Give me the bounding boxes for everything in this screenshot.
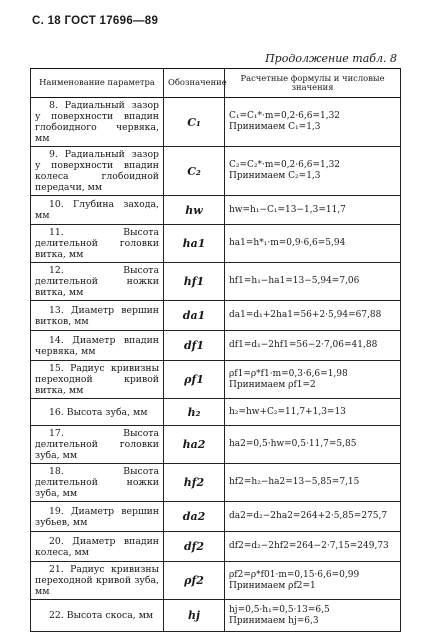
formula-cell: [225, 502, 401, 532]
formula-line: Принимаем ρf2=1: [229, 580, 316, 591]
parameter-symbol: h₂: [164, 399, 225, 426]
table-row: [31, 98, 401, 147]
formula-cell: [225, 225, 401, 263]
parameter-name: 14. Диаметр впадин червяка, мм: [31, 331, 164, 361]
parameter-symbol: df1: [164, 331, 225, 361]
parameter-name: 21. Радиус кривизны переходной кривой зуба, мм: [31, 562, 164, 600]
table-row: [31, 464, 401, 502]
parameter-symbol: hf2: [164, 464, 225, 502]
formula-line: ρf2=ρ*f01·m=0,15·6,6=0,99: [229, 569, 360, 580]
parameter-symbol: hw: [164, 196, 225, 225]
formula-line: hf1=h₁−ha1=13−5,94=7,06: [229, 276, 360, 286]
parameter-name: 18. Высота делительной ножки зуба, мм: [31, 464, 164, 502]
formula-line: df1=d₁−2hf1=56−2·7,06=41,88: [229, 340, 378, 350]
table-row: [31, 532, 401, 562]
parameter-symbol: C₁: [164, 98, 225, 147]
parameters-table: [30, 68, 401, 632]
column-header-parameter: Наименование параметра: [31, 69, 164, 98]
formula-line: Принимаем C₁=1,3: [229, 122, 321, 132]
formula-line: da1=d₁+2ha1=56+2·5,94=67,88: [229, 310, 382, 320]
parameter-symbol: ρf1: [164, 361, 225, 399]
parameter-symbol: C₂: [164, 147, 225, 196]
parameter-symbol: df2: [164, 532, 225, 562]
parameter-name: 9. Радиальный зазор у поверхности впадин колеса глобоидной передачи, мм: [31, 147, 164, 196]
parameter-name: 12. Высота делительной ножки витка, мм: [31, 263, 164, 301]
table-row: [31, 196, 401, 225]
formula-cell: [225, 147, 401, 196]
formula-cell: [225, 464, 401, 502]
formula-line: df2=d₂−2hf2=264−2·7,15=249,73: [229, 541, 389, 551]
parameter-name: 8. Радиальный зазор у поверхности впадин глобоидного червяка, мм: [31, 98, 164, 147]
table-row: [31, 225, 401, 263]
parameter-symbol: ha2: [164, 426, 225, 464]
formula-line: C₁=C₁*·m=0,2·6,6=1,32: [229, 111, 341, 121]
formula-cell: [225, 532, 401, 562]
formula-line: C₂=C₂*·m=0,2·6,6=1,32: [229, 160, 341, 170]
page-title: С. 18 ГОСТ 17696—89: [32, 15, 159, 27]
parameter-symbol: da1: [164, 301, 225, 331]
parameter-name: 15. Радиус кривизны переходной кривой витка, мм: [31, 361, 164, 399]
formula-cell: [225, 399, 401, 426]
column-header-symbol: Обозначение: [164, 69, 225, 98]
parameter-name: 20. Диаметр впадин колеса, мм: [31, 532, 164, 562]
column-header-formula: Расчетные формулы и числовые значения: [225, 69, 401, 98]
formula-line: hj=0,5·h₁=0,5·13=6,5: [229, 604, 330, 615]
formula-cell: [225, 426, 401, 464]
formula-line: h₂=hw+C₂=11,7+1,3=13: [229, 406, 346, 417]
formula-cell: [225, 98, 401, 147]
formula-line: ha2=0,5·hw=0,5·11,7=5,85: [229, 439, 357, 449]
formula-cell: [225, 600, 401, 632]
parameter-name: 16. Высота зуба, мм: [31, 399, 164, 426]
table-row: [31, 399, 401, 426]
formula-cell: [225, 331, 401, 361]
parameter-symbol: hj: [164, 600, 225, 632]
parameter-symbol: hf1: [164, 263, 225, 301]
table-row: [31, 301, 401, 331]
parameter-symbol: ρf2: [164, 562, 225, 600]
table-row: [31, 562, 401, 600]
table-row: [31, 147, 401, 196]
table-row: [31, 426, 401, 464]
formula-line: Принимаем ρf1=2: [229, 379, 316, 390]
parameter-name: 19. Диаметр вершин зубьев, мм: [31, 502, 164, 532]
parameter-name: 13. Диаметр вершин витков, мм: [31, 301, 164, 331]
formula-line: hf2=h₂−ha2=13−5,85=7,15: [229, 477, 360, 487]
formula-line: hw=h₁−C₁=13−1,3=11,7: [229, 204, 346, 215]
table-row: [31, 361, 401, 399]
formula-line: da2=d₂−2ha2=264+2·5,85=275,7: [229, 511, 388, 521]
table-row: [31, 600, 401, 632]
formula-cell: [225, 263, 401, 301]
formula-line: Принимаем C₂=1,3: [229, 171, 321, 181]
parameter-name: 17. Высота делительной головки зуба, мм: [31, 426, 164, 464]
formula-cell: [225, 196, 401, 225]
table-row: [31, 331, 401, 361]
parameter-symbol: ha1: [164, 225, 225, 263]
formula-line: Принимаем hj=6,3: [229, 615, 319, 626]
parameter-name: 22. Высота скоса, мм: [31, 600, 164, 632]
formula-line: ρf1=ρ*f1·m=0,3·6,6=1,98: [229, 368, 348, 379]
table-row: [31, 263, 401, 301]
table-continuation-label: Продолжение табл. 8: [265, 52, 397, 65]
parameter-name: 10. Глубина захода, мм: [31, 196, 164, 225]
formula-cell: [225, 361, 401, 399]
table-header-row: [31, 69, 401, 98]
formula-line: ha1=h*₁·m=0,9·6,6=5,94: [229, 238, 346, 248]
formula-cell: [225, 562, 401, 600]
parameter-name: 11. Высота делительной головки витка, мм: [31, 225, 164, 263]
table-row: [31, 502, 401, 532]
parameter-symbol: da2: [164, 502, 225, 532]
formula-cell: [225, 301, 401, 331]
